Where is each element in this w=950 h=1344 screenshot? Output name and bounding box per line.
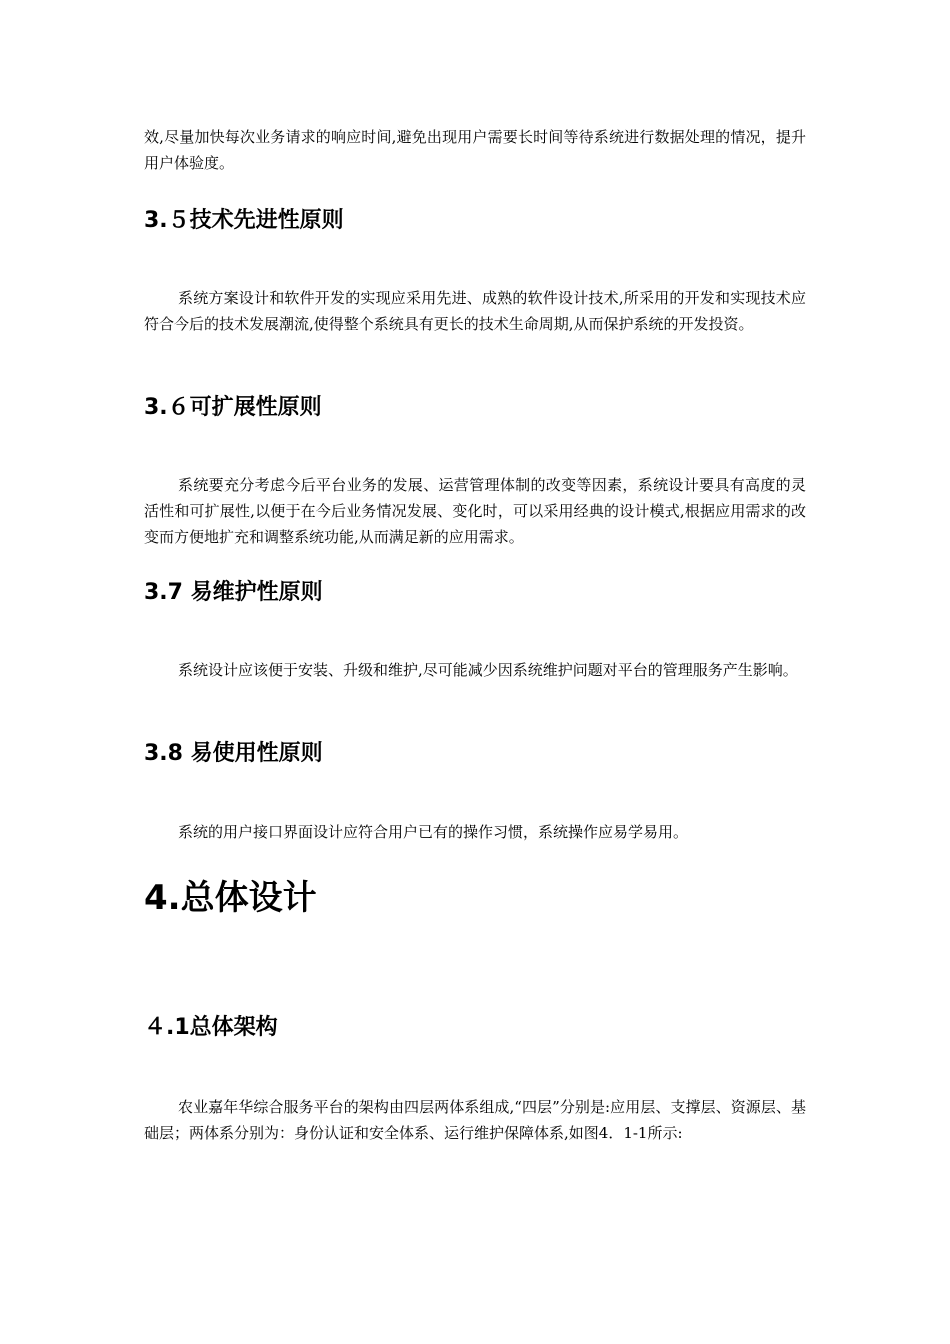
heading-3-6-scalability: 3.６可扩展性原则 xyxy=(144,395,322,420)
paragraph-response-time: 效,尽量加快每次业务请求的响应时间,避免出现用户需要长时间等待系统进行数据处理的情况，提升用户体验度。 xyxy=(144,128,806,172)
heading-3-5-tech-advanced: 3.５技术先进性原则 xyxy=(144,208,344,233)
paragraph-maintainability: 系统设计应该便于安装、升级和维护,尽可能减少因系统维护问题对平台的管理服务产生影响。 xyxy=(178,661,798,679)
paragraph-architecture: 农业嘉年华综合服务平台的架构由四层两体系组成,“四层”分别是:应用层、支撑层、资源层、基础层；两体系分别为：身份认证和安全体系、运行维护保障体系,如图4．1-1所示: xyxy=(144,1098,806,1142)
paragraph-usability: 系统的用户接口界面设计应符合用户已有的操作习惯，系统操作应易学易用。 xyxy=(178,823,689,841)
paragraph-tech-advanced: 系统方案设计和软件开发的实现应采用先进、成熟的软件设计技术,所采用的开发和实现技术应符合今后的技术发展潮流,使得整个系统具有更长的技术生命周期,从而保护系统的开发投资。 xyxy=(144,289,806,333)
heading-3-7-maintainability: 3.7 易维护性原则 xyxy=(144,580,323,605)
paragraph-scalability: 系统要充分考虑今后平台业务的发展、运营管理体制的改变等因素，系统设计要具有高度的灵活性和可扩展性,以便于在今后业务情况发展、变化时，可以采用经典的设计模式,根据应用需求的改变而方便地扩充和调整系统功能,从而满足新的应用需求。 xyxy=(144,476,806,546)
heading-3-8-usability: 3.8 易使用性原则 xyxy=(144,741,323,766)
heading-4-1-overall-architecture: ４.1总体架构 xyxy=(144,1015,278,1040)
heading-4-overall-design: 4.总体设计 xyxy=(144,878,317,918)
